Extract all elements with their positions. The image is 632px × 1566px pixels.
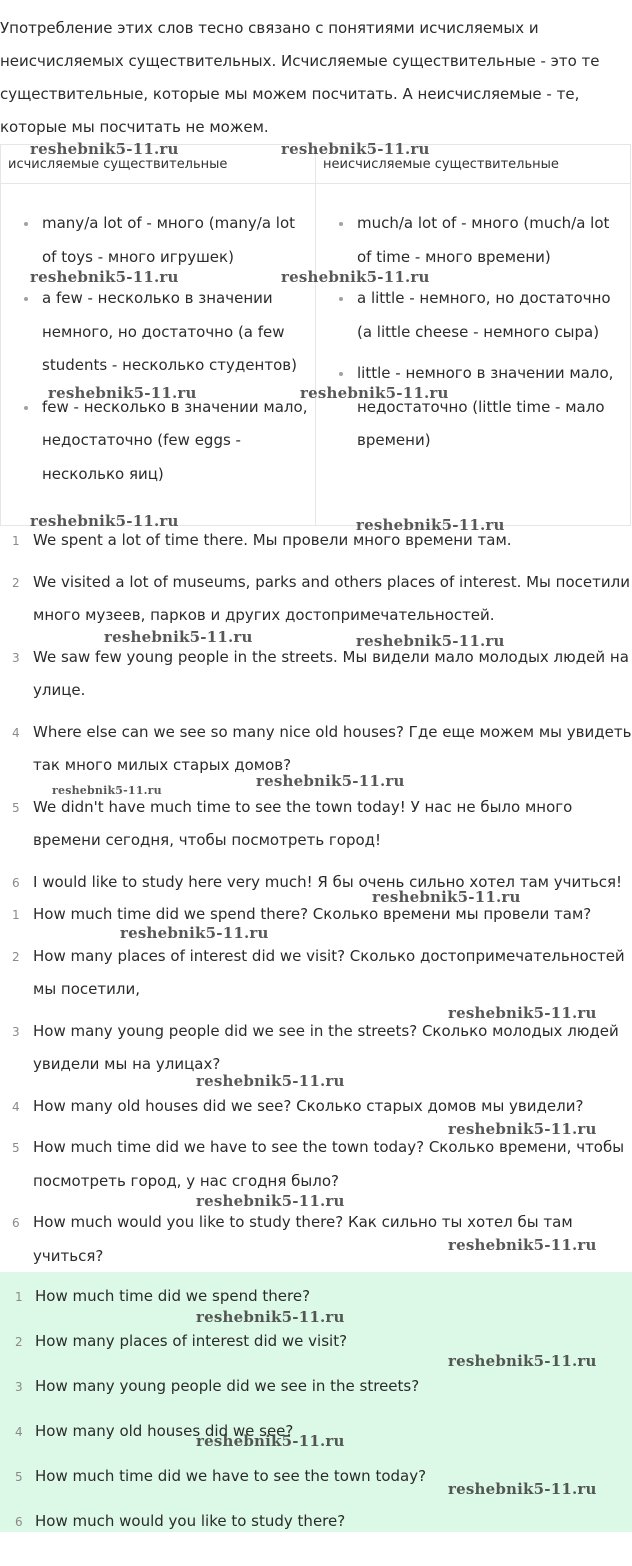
list-item: many/a lot of - много (many/a lot of toys - много игрушек) <box>18 207 310 274</box>
list-item: 5 How much time did we have to see the town today? <box>15 1467 427 1485</box>
list-item: 2 We visited a lot of museums, parks and others places of interest. Мы посетили много музеев, парков и других достопримечательностей. <box>12 572 630 624</box>
list-item: 4 Where else can we see so many nice old houses? Где еще можем мы увидеть так много милых старых домов? <box>12 722 632 774</box>
watermark: reshebnik5-11.ru <box>30 268 179 286</box>
list-item: 1 How much time did we spend there? <box>15 1287 311 1305</box>
watermark: reshebnik5-11.ru <box>372 888 521 906</box>
intro-paragraph: Употребление этих слов тесно связано с понятиями исчисляемых и неисчисляемых существительных. Исчисляемые существительные - это те существительные, которые мы можем посчитать. А неисчисляемые - те, которые мы посчитать не можем. <box>0 19 600 136</box>
watermark: reshebnik5-11.ru <box>30 140 179 158</box>
watermark: reshebnik5-11.ru <box>104 628 253 646</box>
watermark: reshebnik5-11.ru <box>52 784 162 797</box>
list-item: 2 How many places of interest did we visit? <box>15 1332 348 1350</box>
watermark: reshebnik5-11.ru <box>30 512 179 530</box>
watermark: reshebnik5-11.ru <box>281 268 430 286</box>
list-item: 1 How much time did we spend there? Сколько времени мы провели там? <box>12 905 592 923</box>
watermark: reshebnik5-11.ru <box>256 772 405 790</box>
watermark: reshebnik5-11.ru <box>300 384 449 402</box>
watermark: reshebnik5-11.ru <box>196 1308 345 1326</box>
watermark: reshebnik5-11.ru <box>281 140 430 158</box>
list-item: 2 How many places of interest did we visit? Сколько достопримечательностей мы посетили, <box>12 946 625 998</box>
list-item: 3 How many young people did we see in the streets? <box>15 1377 420 1395</box>
list-item: much/a lot of - много (much/a lot of time - много времени) <box>333 207 625 274</box>
list-item: 3 We saw few young people in the streets. Мы видели мало молодых людей на улице. <box>12 647 629 699</box>
uncountable-list <box>333 207 625 466</box>
countable-list <box>18 207 310 499</box>
list-item: 4 How many old houses did we see? Сколько старых домов мы увидели? <box>12 1096 584 1115</box>
list-item: 1 We spent a lot of time there. Мы провели много времени там. <box>12 531 512 549</box>
watermark: reshebnik5-11.ru <box>196 1192 345 1210</box>
list-item: little - немного в значении мало, недостаточно (little time - мало времени) <box>333 357 625 458</box>
watermark: reshebnik5-11.ru <box>48 384 197 402</box>
list-item: few - несколько в значении мало, недостаточно (few eggs - несколько яиц) <box>18 391 310 492</box>
watermark: reshebnik5-11.ru <box>448 1120 597 1138</box>
watermark: reshebnik5-11.ru <box>448 1352 597 1370</box>
watermark: reshebnik5-11.ru <box>120 924 269 942</box>
watermark: reshebnik5-11.ru <box>448 1480 597 1498</box>
list-item: 3 How many young people did we see in the streets? Сколько молодых людей увидели мы на улицах? <box>12 1021 619 1073</box>
list-item: 5 How much time did we have to see the town today? Сколько времени, чтобы посмотреть город, у нас сгодня было? <box>12 1138 625 1190</box>
watermark: reshebnik5-11.ru <box>356 632 505 650</box>
watermark: reshebnik5-11.ru <box>356 516 505 534</box>
uncountable-header: неисчисляемые существительные <box>323 157 559 172</box>
nouns-table <box>0 144 631 526</box>
list-item: 4 How many old houses did we see? <box>15 1422 294 1440</box>
countable-header: исчисляемые существительные <box>8 157 228 172</box>
list-item: 6 How much would you like to study there? <box>15 1512 346 1530</box>
watermark: reshebnik5-11.ru <box>196 1072 345 1090</box>
watermark: reshebnik5-11.ru <box>448 1236 597 1254</box>
watermark: reshebnik5-11.ru <box>196 1432 345 1450</box>
list-item: a little - немного, но достаточно (a little cheese - немного сыра) <box>333 282 625 349</box>
list-item: a few - несколько в значении немного, но достаточно (a few students - несколько студентов) <box>18 282 310 383</box>
sentences-list <box>0 524 632 907</box>
list-item: 5 We didn't have much time to see the town today! У нас не было много времени сегодня, чтобы посмотреть город! <box>12 797 573 849</box>
watermark: reshebnik5-11.ru <box>448 1004 597 1022</box>
list-item: 6 I would like to study here very much! Я бы очень сильно хотел там учиться! <box>12 872 623 891</box>
list-item: 6 How much would you like to study there? Как сильно ты хотел бы там учиться? <box>12 1213 573 1265</box>
